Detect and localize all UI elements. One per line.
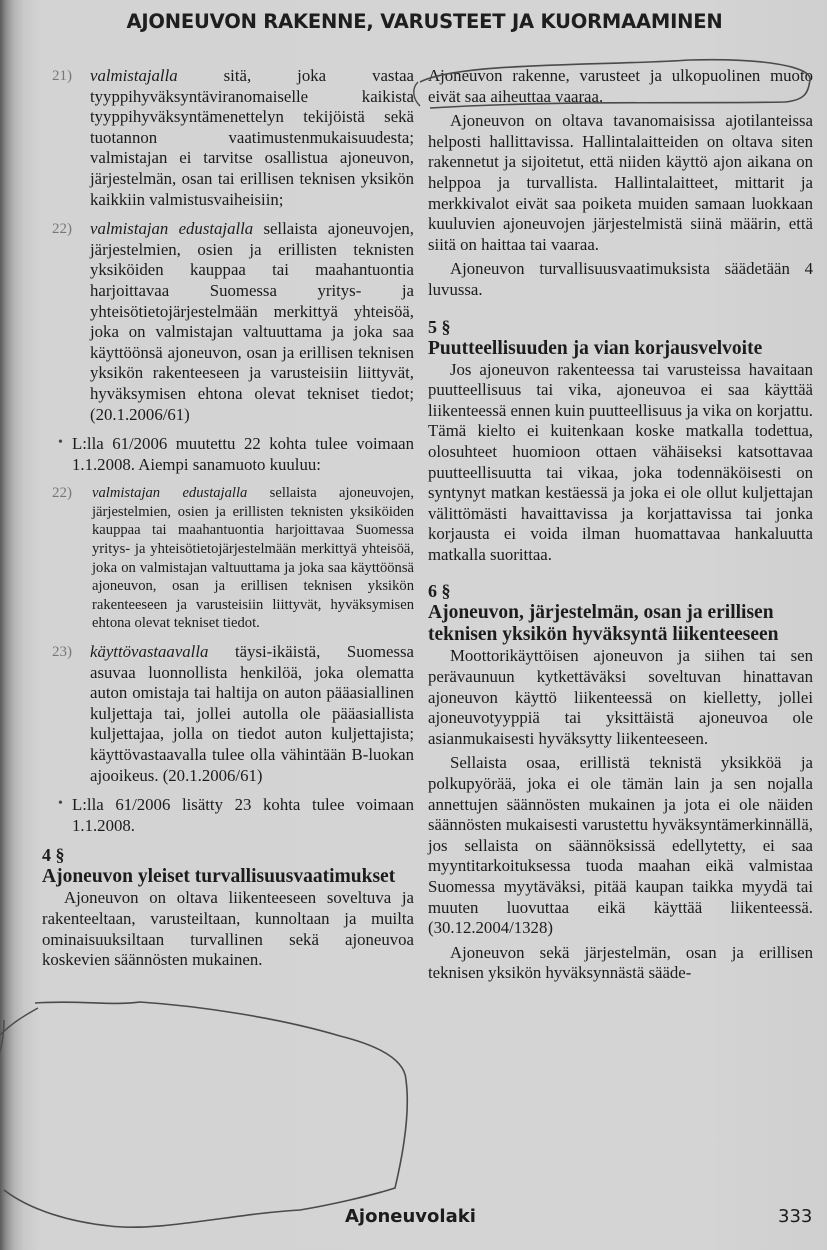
section-4-title: Ajoneuvon yleiset turvallisuusvaatimukset bbox=[42, 866, 396, 888]
footer-title: Ajoneuvolaki bbox=[345, 1206, 476, 1227]
pen-circle-left-tick bbox=[414, 82, 420, 106]
section-6-paragraph-3: Ajoneuvon sekä järjestelmän, osan ja erillisen teknisen yksikön hyväksynnästä sääde- bbox=[428, 942, 813, 983]
item-number: 22) bbox=[52, 221, 72, 238]
item-number: 23) bbox=[52, 644, 72, 661]
paragraph-reference: Ajoneuvon turvallisuusvaatimuksista säädetään 4 luvussa. bbox=[428, 259, 813, 299]
page-number: 333 bbox=[778, 1206, 813, 1227]
definition-item-21 bbox=[42, 66, 414, 210]
paragraph-circled: Ajoneuvon rakenne, varusteet ja ulkopuolinen muoto eivät saa aiheuttaa vaaraa. bbox=[428, 66, 813, 106]
bullet-icon: • bbox=[58, 435, 63, 451]
bullet-icon: • bbox=[58, 796, 63, 812]
definition-text: sellaista ajoneuvojen, järjestelmien, osien ja erillisten teknisten yksiköiden kauppaa tai maahantuontia harjoittavaa Suomessa yritys- ja yhteisötietojärjestelmään merkittyä yhteisöä, joka on valmistajan valtuuttama ja joka saa käyttöönsä ajoneuvon, osan ja erillisen teknisen yksikön rakenteeseen ja varusteisiin liittyvät, hyväksymisen ehtona olevat tekniset tiedot. bbox=[92, 485, 414, 632]
right-column bbox=[428, 66, 813, 988]
defined-term: käyttövastaavalla bbox=[90, 642, 209, 662]
section-6-number: 6 § bbox=[428, 581, 451, 602]
pen-line-section-4-left bbox=[0, 1008, 38, 1052]
note-text: L:lla 61/2006 muutettu 22 kohta tulee voimaan 1.1.2008. Aiempi sanamuoto kuuluu: bbox=[72, 434, 414, 474]
defined-term: valmistajan edustajalla bbox=[92, 485, 248, 502]
definition-item-23 bbox=[42, 642, 414, 786]
section-6-title: Ajoneuvon, järjestelmän, osan ja erillisen teknisen yksikön hyväksyntä liikenteeseen bbox=[428, 602, 779, 646]
left-column bbox=[42, 66, 414, 971]
paragraph-controls: Ajoneuvon on oltava tavanomaisissa ajotilanteissa helposti hallittavissa. Hallintalaitteiden on oltava siten rakennetut ja sijoitetut, että niiden käyttö ajon aikana on helppoa ja turvallista. Hallintalaitteet, mittarit ja merkkivalot eivät saa poiketa muiden samaan luokkaan kuuluvien ajoneuvojen järjestelmistä siinä määrin, että siitä on haittaa tai vaaraa. bbox=[428, 111, 813, 254]
section-6-paragraph-1: Moottorikäyttöisen ajoneuvon ja siihen tai sen perävaunuun kytkettäväksi soveltuvan hinattavan ajoneuvon käyttö liikenteessä on kielletty, jollei ajoneuvotyyppiä tai yksittäistä ajoneuvoa ole asianmukaisesti hyväksytty liikenteeseen. bbox=[428, 646, 813, 748]
running-header: AJONEUVON RAKENNE, VARUSTEET JA KUORMAAMINEN bbox=[126, 10, 723, 33]
note-text: L:lla 61/2006 lisätty 23 kohta tulee voimaan 1.1.2008. bbox=[72, 795, 414, 835]
amendment-note-2 bbox=[42, 795, 414, 836]
definition-text: sitä, joka vastaa tyyppihyväksyntäviranomaiselle kaikista tyyppihyväksyntämenettelyn tekijöistä sekä tuotannon vaatimustenmukaisuudesta; valmistajan ei tarvitse osallistua ajoneuvon, järjestelmän, osan tai erillisen teknisen yksikön kaikkiin valmistusvaiheisiin; bbox=[90, 66, 414, 209]
pen-circle-section-4 bbox=[4, 1002, 407, 1227]
defined-term: valmistajan edustajalla bbox=[90, 219, 254, 239]
section-5-title: Puutteellisuuden ja vian korjausvelvoite bbox=[428, 337, 763, 359]
section-5-paragraph: Jos ajoneuvon rakenteessa tai varusteissa havaitaan puutteellisuus tai vika, ajoneuvoa ei saa käyttää liikenteessä ennen kuin puutteellisuus ja vika on korjattu. Tämä kielto ei kuitenkaan koske matkalla todettua, olosuhteet huomioon ottaen vähäiseksi katsottavaa puutteellisuutta tai vikaa, joka todennäköisesti on syntynyt matkan kestäessä ja joka ei ole ollut kuljettajan välittömästi havaittavissa ja korjattavissa tai jonka korjausta ei voida ilman huomattavaa hankaluutta matkalla suorittaa. bbox=[428, 359, 813, 564]
section-4-number: 4 § bbox=[42, 845, 65, 866]
defined-term: valmistajalla bbox=[90, 66, 178, 85]
section-5-number: 5 § bbox=[428, 316, 451, 337]
definition-item-22-previous-wording bbox=[42, 484, 414, 633]
definition-text: täysi-ikäistä, Suomessa asuvaa luonnollista henkilöä, joka olematta auton omistaja tai haltija on auton pääasiallinen kuljettaja tai, jollei autolla ole pääasiallista kuljettajaa, jolla on tiedot auton kuljettajista; käyttövastaavalla tulee olla vähintään B-luokan ajooikeus. (20.1.2006/61) bbox=[90, 642, 414, 785]
section-4-paragraph: Ajoneuvon on oltava liikenteeseen soveltuva ja rakenteeltaan, varusteiltaan, kunnoltaan ja muilta ominaisuuksiltaan turvallinen sekä ajoneuvoa koskevien säännösten mukainen. bbox=[42, 888, 414, 970]
definition-text: sellaista ajoneuvojen, järjestelmien, osien ja erillisten teknisten yksiköiden kauppaa tai maahantuontia harjoittavaa Suomessa yritys- ja yhteisötietojärjestelmään merkittyä yhteisöä, joka on valmistajan valtuuttama ja joka saa käyttöönsä ajoneuvon, osan ja erillisen teknisen yksikön rakenteeseen ja varusteisiin liittyvät, hyväksymisen ehtona olevat tekniset tiedot; (20.1.2006/61) bbox=[90, 219, 414, 424]
item-number: 22) bbox=[52, 485, 72, 502]
definition-item-22 bbox=[42, 219, 414, 425]
section-6-paragraph-2: Sellaista osaa, erillistä teknistä yksikköä ja polkupyörää, joka ei ole tämän lain ja sen nojalla annettujen säännösten mukainen ja jota ei ole näiden säännösten mukaisesti varustettu hyväksyntämerkinnällä, jos sellaista on säännöksissä edellytetty, ei saa myyntitarkoituksessa tuoda maahan eikä valmistaa Suomessa myytäväksi, pitää kaupan taikka myydä tai muuten luovuttaa eikä käyttää liikenteessä. (30.12.2004/1328) bbox=[428, 753, 813, 938]
item-number: 21) bbox=[52, 68, 72, 84]
amendment-note-1 bbox=[42, 434, 414, 475]
